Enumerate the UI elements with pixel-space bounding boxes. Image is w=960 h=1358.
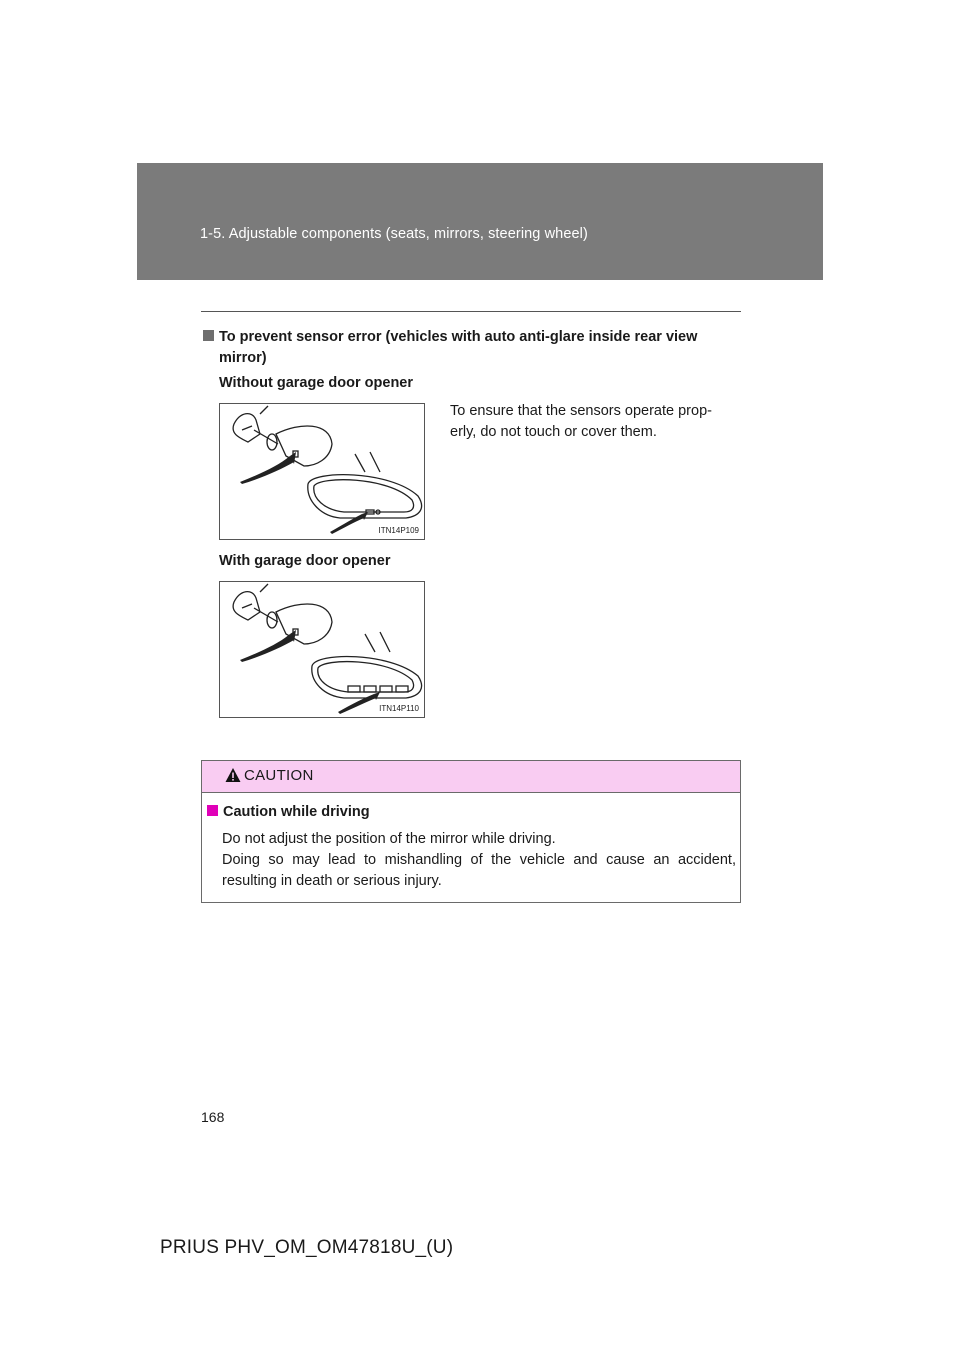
section-heading [203,327,739,369]
caution-line2: Doing so may lead to mishandling of the vehicle and cause an accident, resulting in death or serious injury. [222,852,736,889]
sensor-instruction-line1: To ensure that the sensors operate prop- [450,403,712,419]
with-opener-label: With garage door opener [219,553,391,569]
document-code: PRIUS PHV_OM_OM47818U_(U) [160,1237,454,1258]
figure-code: ITN14P109 [378,526,419,535]
figure-mirror-without-opener [219,403,425,540]
warning-triangle-icon [225,767,241,783]
bullet-square-icon [203,330,214,341]
caution-item-title-text: Caution while driving [223,804,370,820]
caution-box [201,760,741,903]
caution-title: CAUTION [244,767,314,784]
figure-mirror-with-opener [219,581,425,718]
caution-item-title [207,804,370,820]
caution-header [202,761,740,793]
header-band [137,163,823,280]
caution-line1: Do not adjust the position of the mirror while driving. [222,831,556,847]
mirror-illustration [220,404,426,541]
section-heading-line2: mirror) [219,350,267,366]
sensor-instruction-line2: erly, do not touch or cover them. [450,424,657,440]
mirror-illustration [220,582,426,719]
caution-body [222,829,736,892]
bullet-square-icon [207,805,218,816]
sensor-instruction-text [450,401,740,443]
section-divider [201,311,741,312]
figure-code: ITN14P110 [379,704,419,713]
header-title: 1-5. Adjustable components (seats, mirrors, steering wheel) [200,226,588,242]
without-opener-label: Without garage door opener [219,375,414,391]
page-number: 168 [201,1109,225,1125]
section-heading-line1: To prevent sensor error (vehicles with auto anti-glare inside rear view [219,329,698,345]
